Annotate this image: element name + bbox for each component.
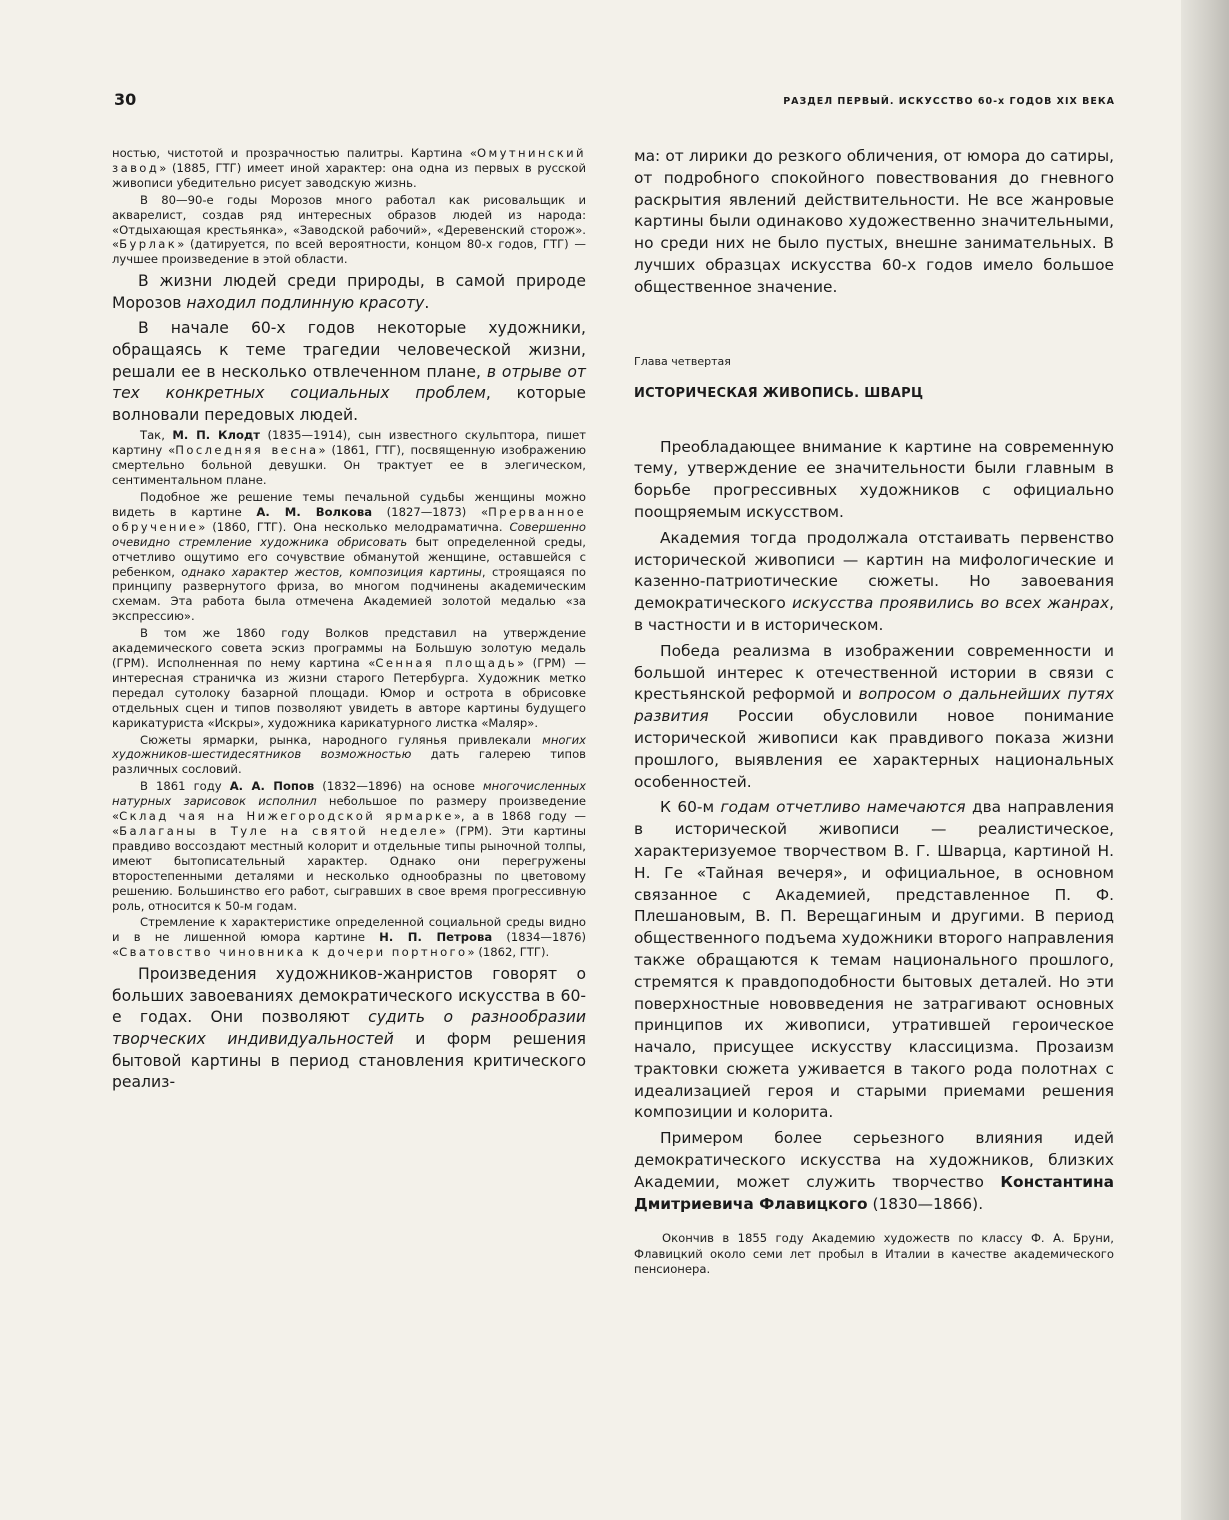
paragraph: Сюжеты ярмарки, рынка, народного гулянья привлекали многих художников-шестидесятников возможностью дать галерею типов различных сословий. [112, 732, 586, 777]
chapter-title: ИСТОРИЧЕСКАЯ ЖИВОПИСЬ. ШВАРЦ [634, 385, 924, 401]
paragraph: В 1861 году А. А. Попов (1832—1896) на основе многочисленных натурных зарисовок исполнил небольшое по размеру произведение «Склад чая на Нижегородской ярмарке», а в 1868 году — «Балаганы в Туле на святой неделе» (ГРМ). Эти картины правдиво воссоздают местный колорит и отдельные типы рыночной толпы, имеют бытописательный характер. Однако они перегружены второстепенными деталями и несколько однообразны по цветовому решению. Большинство его работ, сыгравших в свое время прогрессивную роль, относится к 50-м годам. [112, 779, 587, 913]
paragraph: В жизни людей среди природы, в самой природе Морозов находил подлинную красоту. [112, 272, 586, 312]
paragraph: В начале 60-х годов некоторые художники, обращаясь к теме трагедии человеческой жизни, решали ее в несколько отвлеченном плане, в отрыве от тех конкретных социальных проблем, которые волновали передовых людей. [112, 319, 586, 424]
chapter-label: Глава четвертая [634, 354, 731, 368]
paragraph: В том же 1860 году Волков представил на утверждение академического совета эскиз программы на Большую золотую медаль (ГРМ). Исполненная по нему картина «Сенная площадь» (ГРМ) — интересная страничка из жизни старого Петербурга. Художник метко передал сутолоку базарной площади. Юмор и острота в обрисовке отдельных сцен и типов позволяют увидеть в авторе картины будущего карикатуриста «Искры», художника карикатурного листка «Маляр». [112, 626, 586, 730]
paragraph: Примером более серьезного влияния идей демократического искусства на художников, близких Академии, может служить творчество Константина Дмитриевича Флавицкого (1830—1866). [634, 1129, 1114, 1213]
page-edge-shadow [1181, 0, 1229, 1520]
paragraph: Преобладающее внимание к картине на современную тему, утверждение ее значительности были главным в борьбе прогрессивных художников с официально поощряемым искусством. [634, 437, 1114, 521]
paragraph: В 80—90-е годы Морозов много работал как рисовальщик и акварелист, создав ряд интересных образов людей из народа: «Отдыхающая крестьянка», «Заводской рабочий», «Деревенский сторож». «Бурлак» (датируется, по всей вероятности, концом 80-х годов, ГТГ) — лучшее произведение в этой области. [112, 192, 586, 267]
paragraph: К 60-м годам отчетливо намечаются два направления в исторической живописи — реалистическое, характеризуемое творчеством В. Г. Шварца, картиной Н. Н. Ге «Тайная вечеря», и официальное, в основном связанное с Академией, представленное П. Ф. Плешановым, В. П. Верещагиным и другими. В период общественного подъема художники второго направления также обращаются к темам национального прошлого, стремятся к правдоподобности бытовых деталей. Но эти поверхностные нововведения не затрагивают основных принципов их живописи, утратившей героическое начало, присущее искусству классицизма. Прозаизм трактовки сюжета уживается в такого рода полотнах с идеализацией героя и старыми приемами решения композиции и колорита. [634, 798, 1114, 1122]
paragraph: Академия тогда продолжала отстаивать первенство исторической живописи — картин на мифологические и казенно-патриотические сюжеты. Но завоевания демократического искусства проявились во всех жанрах, в частности и в историческом. [634, 528, 1114, 634]
paragraph: Произведения художников-жанристов говорят о больших завоеваниях демократического искусства в 60-е годах. Они позволяют судить о разнообразии творческих индивидуальностей и форм решения бытовой картины в период становления критического реализ- [112, 965, 586, 1092]
paragraph: Подобное же решение темы печальной судьбы женщины можно видеть в картине А. М. Волкова (1827—1873) «Прерванное обручение» (1860, ГТГ). Она несколько мелодраматична. Совершенно очевидно стремление художника обрисовать быт определенной среды, отчетливо ощутимо его сочувствие обманутой женщине, оставшейся с ребенком, однако характер жестов, композиция картины, строящаяся по принципу развернутого фриза, во многом подчинены академическим схемам. Эта работа была отмечена Академией золотой медалью «за экспрессию». [112, 490, 586, 624]
paragraph: Победа реализма в изображении современности и большой интерес к отечественной истории в связи с крестьянской реформой и вопросом о дальнейших путях развития России обусловили новое понимание исторической живописи как правдивого показа жизни прошлого, выявления ее характерных национальных особенностей. [634, 641, 1115, 791]
paragraph: Стремление к характеристике определенной социальной среды видно и в не лишенной юмора картине Н. П. Петрова (1834—1876) «Сватовство чиновника к дочери портного» (1862, ГТГ). [112, 915, 587, 960]
paragraph: ностью, чистотой и прозрачностью палитры. Картина «Омутнинский завод» (1885, ГТГ) имеет иной характер: она одна из первых в русской живописи убедительно рисует заводскую жизнь. [112, 146, 586, 190]
paragraph: Так, М. П. Клодт (1835—1914), сын известного скульптора, пишет картину «Последняя весна» (1861, ГТГ), посвященную изображению смертельно больной девушки. Он трактует ее в элегическом, сентиментальном плане. [112, 428, 586, 488]
paragraph: ма: от лирики до резкого обличения, от юмора до сатиры, от подробного спокойного повествования до гневного раскрытия явлений действительности. Не все жанровые картины были одинаково художественно значительными, но среди них не было пустых, внешне занимательных. В лучших образцах искусства 60-х годов имело большое общественное значение. [634, 147, 1114, 296]
right-column [634, 146, 1114, 1280]
running-head: РАЗДЕЛ ПЕРВЫЙ. ИСКУССТВО 60-х ГОДОВ XIX ВЕКА [783, 96, 1115, 107]
page-number: 30 [114, 90, 137, 109]
left-column [112, 146, 586, 1096]
paragraph: Окончив в 1855 году Академию художеств по классу Ф. А. Бруни, Флавицкий около семи лет пробыл в Италии в качестве академического пенсионера. [634, 1231, 1114, 1277]
